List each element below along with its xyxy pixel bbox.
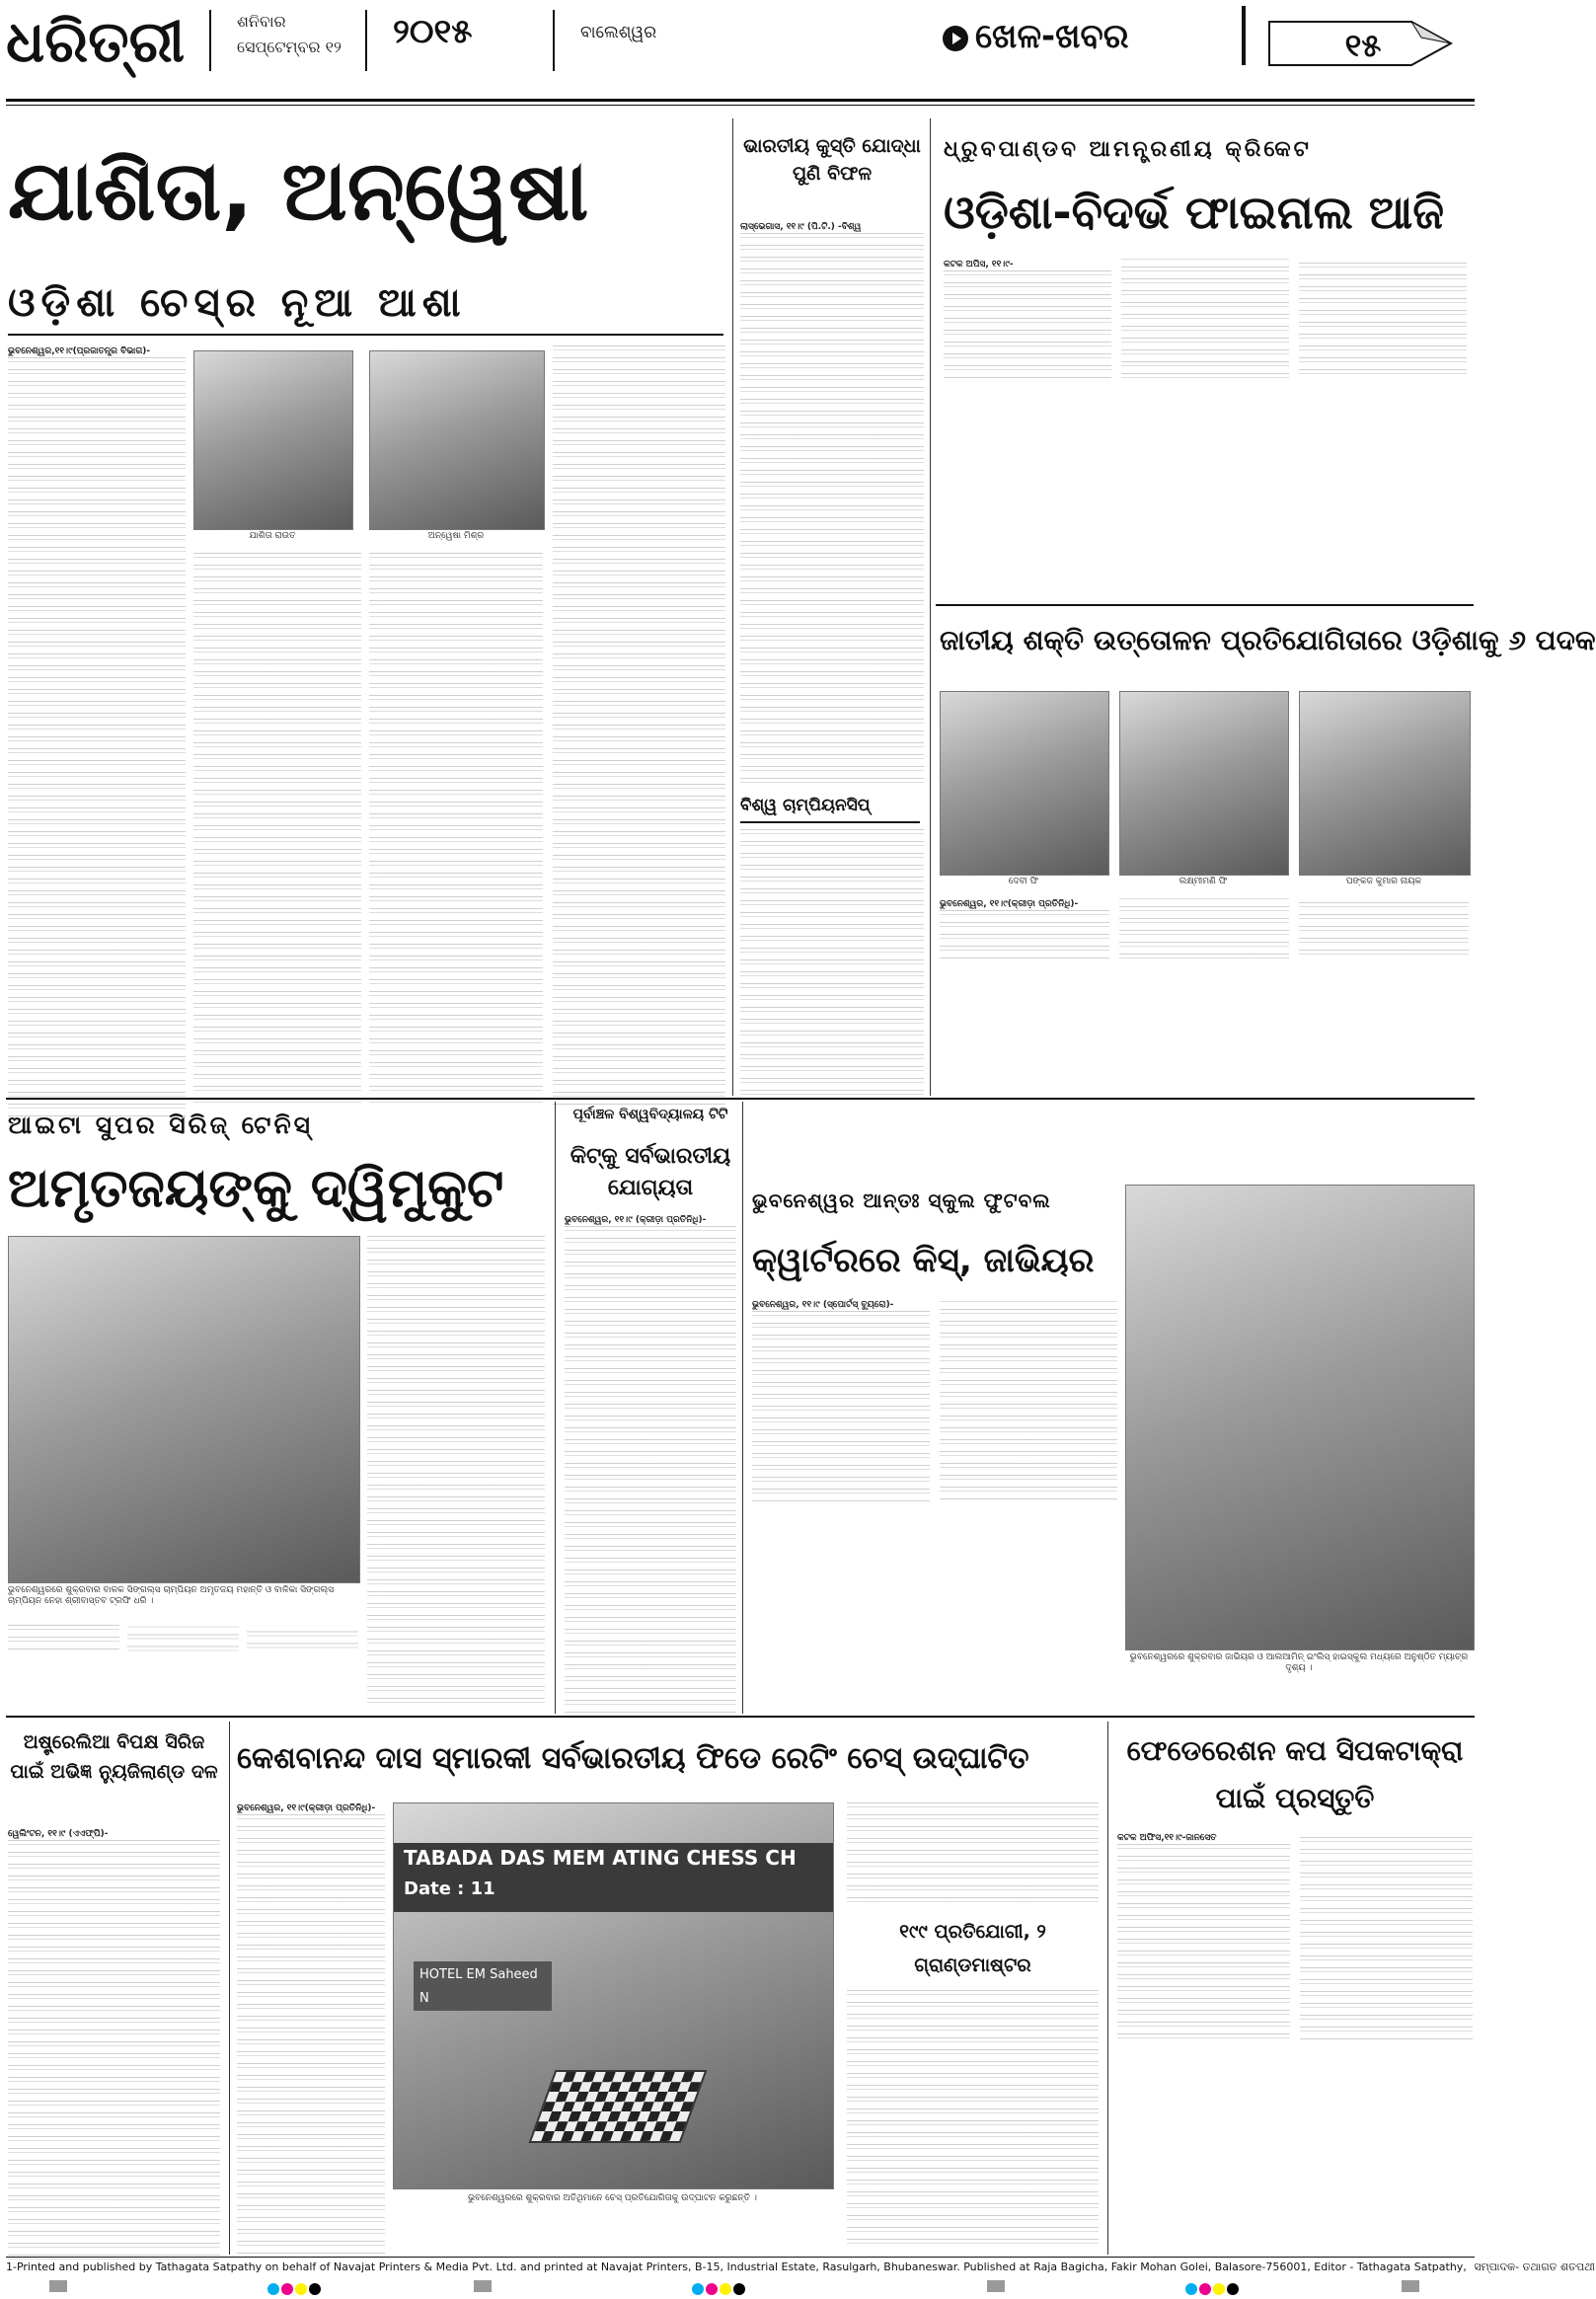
federation-body xyxy=(1117,1832,1473,2247)
university-kicker: ପୂର୍ବାଞ୍ଚଳ ବିଶ୍ୱବିଦ୍ୟାଳୟ ଟିଟି xyxy=(572,1107,728,1122)
body-text-lines xyxy=(8,1625,358,1651)
body-text-lines xyxy=(740,829,924,1096)
subhead-rule xyxy=(8,334,723,336)
column-divider xyxy=(732,118,733,1096)
athlete-caption-2: ଲକ୍ଷ୍ମୀମଣି ଫି xyxy=(1178,877,1228,886)
registration-block xyxy=(49,2280,67,2292)
wrestling-body xyxy=(740,829,924,1096)
cricket-headline: ଓଡ଼ିଶା-ବିଦର୍ଭ ଫାଇନାଲ ଆଜି xyxy=(944,186,1445,239)
photo-caption-right: ଅନ୍ୱେଷା ମିଶ୍ର xyxy=(427,531,485,541)
body-text-lines xyxy=(8,1840,220,2264)
chess-body-column xyxy=(8,345,186,1106)
football-photo xyxy=(1125,1185,1475,1650)
wrestling-story xyxy=(738,118,926,1096)
cmyk-mark xyxy=(266,2280,322,2299)
event-banner xyxy=(394,1843,833,1912)
university-body xyxy=(565,1214,736,1708)
masthead-rule xyxy=(6,99,1475,102)
body-text-lines xyxy=(847,1802,1099,1909)
masthead xyxy=(0,0,1481,109)
registration-block xyxy=(1402,2280,1419,2292)
footer-imprint xyxy=(6,2259,1595,2276)
cricket-dateline: କଟକ ଅପିସ, ୧୧।୯- xyxy=(944,260,1014,269)
tennis-headline: ଅମୃତଜୟଙ୍କୁ ଦ୍ୱିମୁକୁଟ xyxy=(8,1157,504,1219)
photo-caption-left: ଯାଶିତା ରାଉତ xyxy=(249,531,296,541)
issue-day: ଶନିବାର xyxy=(237,12,286,31)
weightlifting-body xyxy=(940,898,1469,1086)
chess-dateline: ଭୁବନେଶ୍ୱର,୧୧।୯(ପ୍ରଜାତନ୍ତ୍ର ବିଭାଗ)- xyxy=(8,346,151,356)
body-text-lines xyxy=(944,259,1467,381)
hotel-banner: HOTEL EM Saheed N xyxy=(414,1961,552,2011)
football-headline: କ୍ୱାର୍ଟରରେ କିସ୍, ଜାଭିୟର xyxy=(752,1241,1095,1280)
masthead-divider xyxy=(553,10,555,71)
keshabananda-headline: କେଶବାନନ୍ଦ ଦାସ ସ୍ମାରକୀ ସର୍ବଭାରତୀୟ ଫିଡେ ରେଟିଂ ଚେସ୍ ଉଦ୍‌ଘାଟିତ xyxy=(237,1741,1029,1776)
cmyk-mark xyxy=(1184,2280,1240,2299)
keshabananda-photo xyxy=(393,1802,834,2189)
football-story xyxy=(748,1102,1475,1714)
athlete-caption-1: ଦେବୀ ଫି xyxy=(1008,877,1039,886)
newspaper-logo: ଧରିତ୍ରୀ xyxy=(6,8,186,75)
column-divider xyxy=(229,1722,230,2255)
athlete-caption-3: ପଙ୍କଜ କୁମାର ନାୟକ xyxy=(1345,877,1422,886)
editor-note: ସମ୍ପାଦକ- ତଥାଗତ ଶତପଥୀ xyxy=(1474,2261,1595,2273)
column-divider xyxy=(555,1102,556,1714)
university-headline: କିଟ୍‌କୁ ସର୍ବଭାରତୀୟ ଯୋଗ୍ୟତା xyxy=(570,1144,731,1200)
cricket-kicker: ଧ୍ରୁବପାଣ୍ଡବ ଆମନ୍ତ୍ରଣୀୟ କ୍ରିକେଟ xyxy=(944,137,1312,162)
edition-name: ବାଲେଶ୍ୱର xyxy=(580,23,657,42)
weightlifting-headline: ଜାତୀୟ ଶକ୍ତି ଉତ୍ତୋଳନ ପ୍ରତିଯୋଗିତାରେ ଓଡ଼ିଶାକୁ ୬ ପଦକ xyxy=(940,624,1596,656)
wrestling-dateline: ଲାସ୍‌ଭେଗାସ, ୧୧।୯ (ପି.ଟି.) -ବିଶ୍ୱ xyxy=(740,222,862,232)
body-text-lines xyxy=(740,233,924,786)
wrestling-headline: ଭାରତୀୟ କୁସ୍ତି ଯୋଦ୍ଧା ପୁଣି ବିଫଳ xyxy=(743,135,921,185)
registration-block xyxy=(987,2280,1005,2292)
chess-body-column xyxy=(553,345,725,1106)
cricket-body xyxy=(944,259,1467,624)
section-title: ଖେଳ-ଖବର xyxy=(975,17,1129,56)
federation-headline: ଫେଡେରେଶନ କପ ସିପକଟାକ୍ରା ପାଇଁ ପ୍ରସ୍ତୁତି xyxy=(1126,1734,1464,1814)
tennis-photo xyxy=(8,1236,360,1583)
athlete-photo-1 xyxy=(940,691,1109,876)
masthead-divider xyxy=(365,10,367,71)
athlete-photo-2 xyxy=(1119,691,1289,876)
keshabananda-subhead: ୧୯୯ ପ୍ରତିଯୋଗୀ, ୨ ଗ୍ରାଣ୍ଡମାଷ୍ଟର xyxy=(899,1921,1046,1976)
body-text-lines xyxy=(752,1299,1117,1502)
banner-date: Date : 11 xyxy=(404,1878,495,1899)
university-story xyxy=(561,1102,738,1714)
column-divider xyxy=(1107,1722,1108,2255)
chess-photo-right xyxy=(369,350,545,530)
tennis-body xyxy=(8,1625,358,1708)
weightlifting-story xyxy=(936,604,1596,1098)
weightlifting-dateline: ଭୁବନେଶ୍ୱର, ୧୧।୯(କ୍ରୀଡ଼ା ପ୍ରତିନିଧି)- xyxy=(940,899,1079,909)
chess-body-column xyxy=(193,553,361,1106)
australia-headline: ଅଷ୍ଟ୍ରେଲିଆ ବିପକ୍ଷ ସିରିଜ ପାଇଁ ଅଭିଜ୍ଞ ନ୍ୟୁଜିଲାଣ୍ଡ ଦଳ xyxy=(10,1731,218,1783)
banner-text: TABADA DAS MEM ATING CHESS CH xyxy=(404,1846,797,1870)
tennis-body xyxy=(367,1236,545,1708)
footer-rule xyxy=(6,2257,1475,2258)
football-dateline: ଭୁବନେଶ୍ୱର, ୧୧।୯ (ସ୍ପୋର୍ଟସ୍ ବ୍ୟୁରୋ)- xyxy=(752,1300,894,1310)
section-rule xyxy=(6,1716,1475,1718)
football-caption: ଭୁବନେଶ୍ୱରରେ ଶୁକ୍ରବାର ଜାଭିୟର ଓ ଆଲଆମିନ୍ ଇଂଲିସ୍ ହାଇସ୍କୁଲ ମଧ୍ୟରେ ଅନୁଷ୍ଠିତ ମ୍ୟାଚ୍‌ର ଦୃଶ୍ୟ । xyxy=(1129,1652,1469,1673)
athlete-photo-3 xyxy=(1299,691,1471,876)
page-number: ୧୫ xyxy=(1344,27,1382,64)
football-body xyxy=(752,1299,1117,1708)
masthead-divider xyxy=(1242,6,1246,65)
issue-date: ସେପ୍ଟେମ୍ବର ୧୨ xyxy=(237,38,342,56)
cmyk-mark xyxy=(691,2280,746,2299)
registration-marks xyxy=(0,2278,1481,2296)
body-text-lines xyxy=(193,553,361,1106)
masthead-rule-thin xyxy=(6,105,1475,106)
column-divider xyxy=(930,118,931,1096)
federation-story xyxy=(1113,1722,1475,2255)
chess-story xyxy=(0,118,730,1106)
body-text-lines xyxy=(565,1226,736,1720)
football-kicker: ଭୁବନେଶ୍ୱର ଆନ୍ତଃ ସ୍କୁଲ ଫୁଟବଲ xyxy=(752,1188,1051,1212)
tennis-story xyxy=(0,1102,553,1714)
australia-body xyxy=(8,1828,220,2253)
australia-story xyxy=(0,1722,225,2255)
university-dateline: ଭୁବନେଶ୍ୱର, ୧୧।୯ (କ୍ରୀଡ଼ା ପ୍ରତିନିଧି)- xyxy=(565,1215,707,1225)
chess-subhead: ଓଡ଼ିଶା ଚେସ୍‌ର ନୂଆ ଆଶା xyxy=(8,280,467,326)
keshabananda-body xyxy=(847,1802,1099,1909)
keshabananda-caption: ଭୁବନେଶ୍ୱରରେ ଶୁକ୍ରବାର ଅତିଥିମାନେ ଚେସ୍ ପ୍ରତିଯୋଗିତାକୁ ଉଦ୍‌ଘାଟନ କରୁଛନ୍ତି । xyxy=(468,2193,757,2203)
chess-headline: ଯାଶିତା, ଅନ୍ୱେଷା xyxy=(8,142,589,239)
play-icon xyxy=(943,26,968,51)
keshabananda-body xyxy=(847,1990,1099,2247)
body-text-lines xyxy=(369,553,543,1106)
body-text-lines xyxy=(8,357,186,1117)
issue-year: ୨୦୧୫ xyxy=(393,12,473,51)
chess-photo-left xyxy=(193,350,353,530)
body-text-lines xyxy=(1117,1832,1473,2040)
keshabananda-body xyxy=(237,1802,385,2247)
imprint-text: 1-Printed and published by Tathagata Satpathy on behalf of Navajat Printers & Media Pvt. Ltd. and printed at Navajat Printers, B-15, Industrial Estate, Rasulgarh, Bhubaneswar. Published at Raja Bagicha, Fakir Mohan Golei, Balasore-756001, Editor - Tathagata Satpathy, xyxy=(6,2261,1467,2273)
registration-block xyxy=(474,2280,492,2292)
keshabananda-dateline: ଭୁବନେଶ୍ୱର, ୧୧।୯(କ୍ରୀଡ଼ା ପ୍ରତିନିଧି)- xyxy=(237,1803,376,1813)
australia-dateline: ୱେଲିଂଟନ, ୧୧।୯ (ଏଏଫ୍‌ପି)- xyxy=(8,1829,109,1839)
wrestling-body xyxy=(740,221,924,774)
masthead-divider xyxy=(209,10,211,71)
column-divider xyxy=(742,1102,743,1714)
cricket-story xyxy=(936,118,1474,632)
chess-board xyxy=(529,2070,708,2143)
section-rule xyxy=(6,1098,1475,1100)
tennis-kicker: ଆଇଟା ସୁପର ସିରିଜ୍ ଟେନିସ୍ xyxy=(8,1111,313,1139)
tennis-caption: ଭୁବନେଶ୍ୱରରେ ଶୁକ୍ରବାର ବାଳକ ସିଙ୍ଗଲ୍ସ ଚାମ୍ପିୟନ ଅମୃତଜୟ ମହାନ୍ତି ଓ ବାଳିକା ସିଙ୍ଗଲ୍ସ ଚାମ୍ପିୟନ ନେହା ଶ୍ରୀବାସ୍ତବ ଟ୍ରଫି ଧରି । xyxy=(8,1585,335,1606)
chess-body-column xyxy=(369,553,543,1106)
world-championship-label: ବିଶ୍ୱ ଚାମ୍ପିୟନସିପ୍ xyxy=(740,790,920,823)
federation-dateline: କଟକ ଅଫିସ,୧୧।୯-ଜାନସେତ xyxy=(1117,1833,1217,1843)
body-text-lines xyxy=(847,1990,1099,2247)
section-rule xyxy=(936,604,1474,606)
body-text-lines xyxy=(553,345,725,1106)
body-text-lines xyxy=(367,1236,545,1708)
keshabananda-story xyxy=(235,1722,1103,2255)
body-text-lines xyxy=(237,1814,385,2259)
